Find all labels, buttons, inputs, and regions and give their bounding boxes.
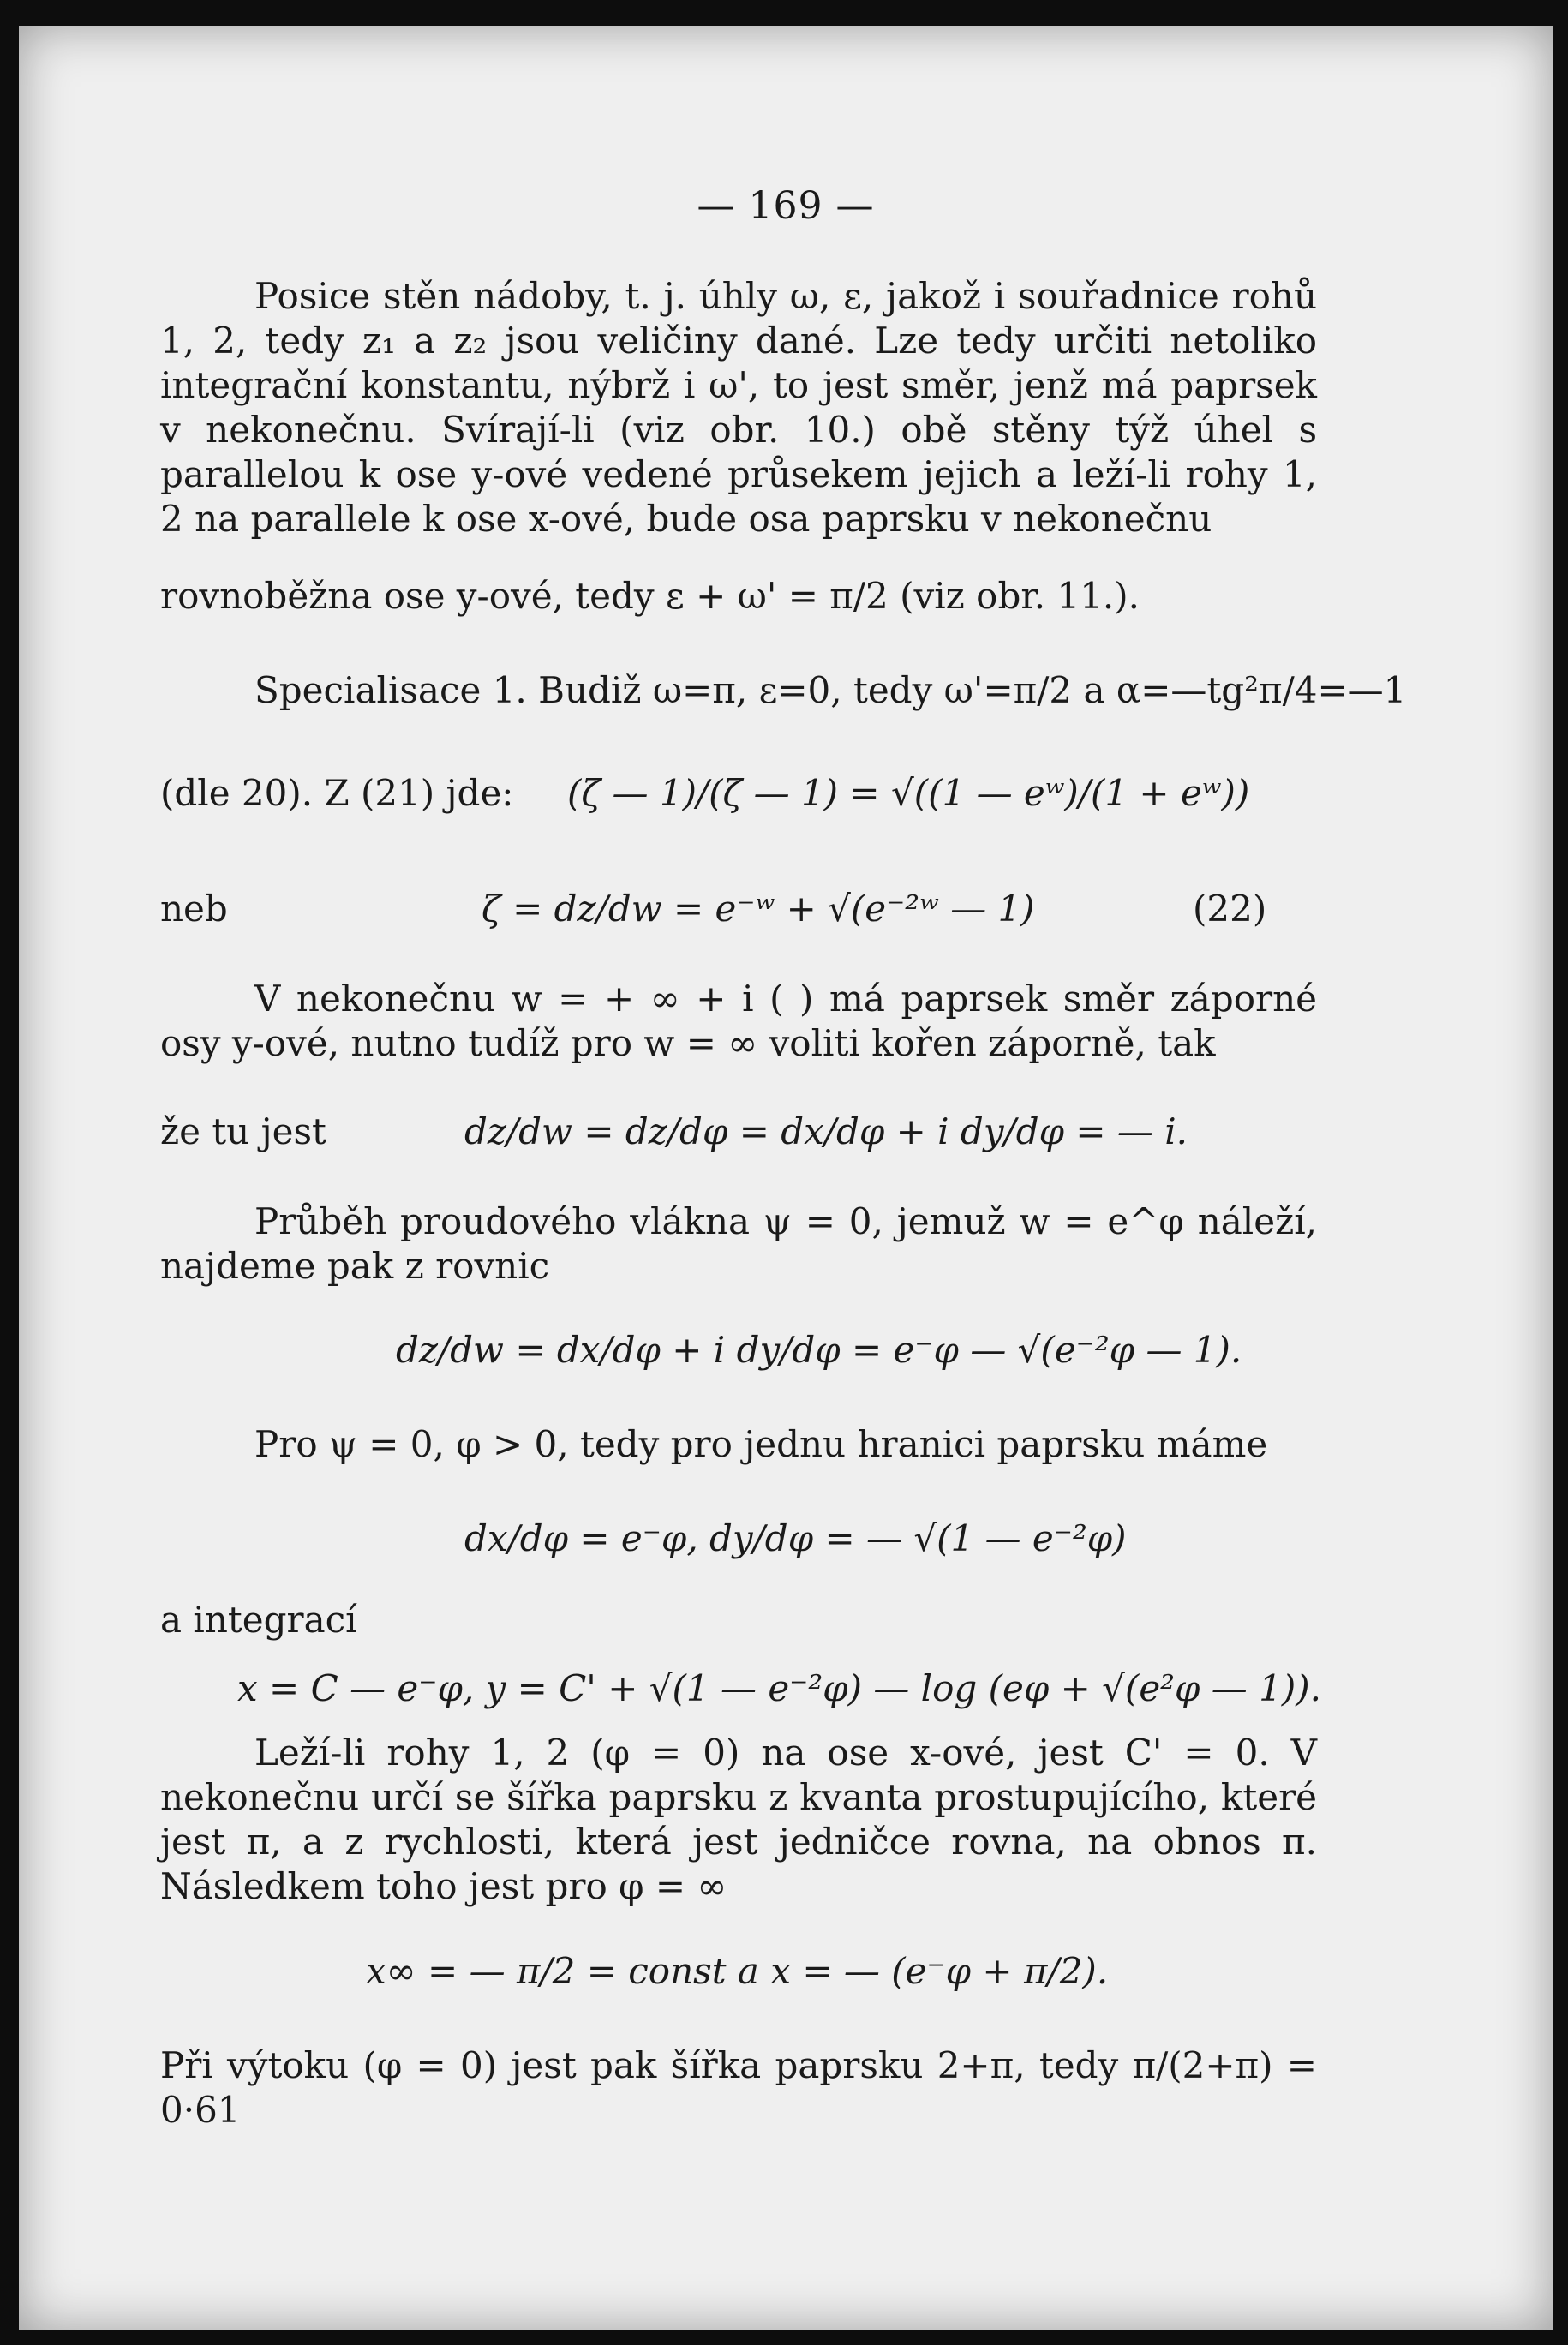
equation-pro: dx/dφ = e⁻φ, dy/dφ = — √(1 — e⁻²φ) <box>464 1517 1127 1559</box>
line-rovnobezna: rovnoběžna ose y-ové, tedy ε + ω' = π/2 (viz obr. 11.). <box>160 575 1140 617</box>
paragraph-prubeh: Průběh proudového vlákna ψ = 0, jemuž w = e^φ náleží, najdeme pak z rovnic <box>160 1200 1317 1287</box>
equation-ze: dz/dw = dz/dφ = dx/dφ + i dy/dφ = — i. <box>464 1110 1188 1152</box>
page-number: — 169 — <box>697 184 875 228</box>
paragraph-lezi-li: Leží-li rohy 1, 2 (φ = 0) na ose x-ové, jest C' = 0. V nekonečnu určí se šířka paprsku z kvanta prostupujícího, které jest π, a z rychlosti, která jest jedničce rovna, na obnos π. Následkem toho jest pro φ = ∞ <box>160 1732 1317 1907</box>
paragraph-posice: Posice stěn nádoby, t. j. úhly ω, ε, jakož i souřadnice rohů 1, 2, tedy z₁ a z₂ jsou veličiny dané. Lze tedy určiti netoliko integrační konstantu, nýbrž i ω', to jest směr, jenž má paprsek v nekonečnu. Svírají-li (viz obr. 10.) obě stěny týž úhel s parallelou k ose y-ové vedené průsekem jejich a leží-li rohy 1, 2 na parallele k ose x-ové, bude osa paprsku v nekonečnu <box>160 275 1317 540</box>
line-integraci: a integrací <box>160 1599 357 1641</box>
paragraph-vytok: Při výtoku (φ = 0) jest pak šířka paprsku 2+π, tedy π/(2+π) = 0·61 <box>160 2044 1317 2131</box>
equation-prubeh: dz/dw = dx/dφ + i dy/dφ = e⁻φ — √(e⁻²φ — 1). <box>396 1329 1242 1371</box>
equation-21: (ζ — 1)/(ζ — 1) = √((1 — eʷ)/(1 + eʷ)) <box>567 772 1250 814</box>
equation-22-number: (22) <box>1193 888 1267 930</box>
equation-integrace: x = C — e⁻φ, y = C' + √(1 — e⁻²φ) — log (eφ + √(e²φ — 1)). <box>237 1667 1321 1709</box>
line-specialisace: Specialisace 1. Budiž ω=π, ε=0, tedy ω'=π/2 a α=—tg²π/4=—1 <box>254 669 1407 711</box>
book-page <box>19 26 1553 2330</box>
line-neb: neb <box>160 888 228 930</box>
paragraph-pro: Pro ψ = 0, φ > 0, tedy pro jednu hranici paprsku máme <box>254 1423 1268 1465</box>
equation-22: ζ = dz/dw = e⁻ʷ + √(e⁻²ʷ — 1) <box>482 888 1035 930</box>
equation-x-infinity: x∞ = — π/2 = const a x = — (e⁻φ + π/2). <box>366 1950 1109 1992</box>
paragraph-nekonecnu: V nekonečnu w = + ∞ + i ( ) má paprsek směr záporné osy y-ové, nutno tudíž pro w = ∞ voliti kořen záporně, tak <box>160 978 1317 1064</box>
line-dle: (dle 20). Z (21) jde: <box>160 772 514 814</box>
line-ze-tu-jest: že tu jest <box>160 1110 326 1152</box>
